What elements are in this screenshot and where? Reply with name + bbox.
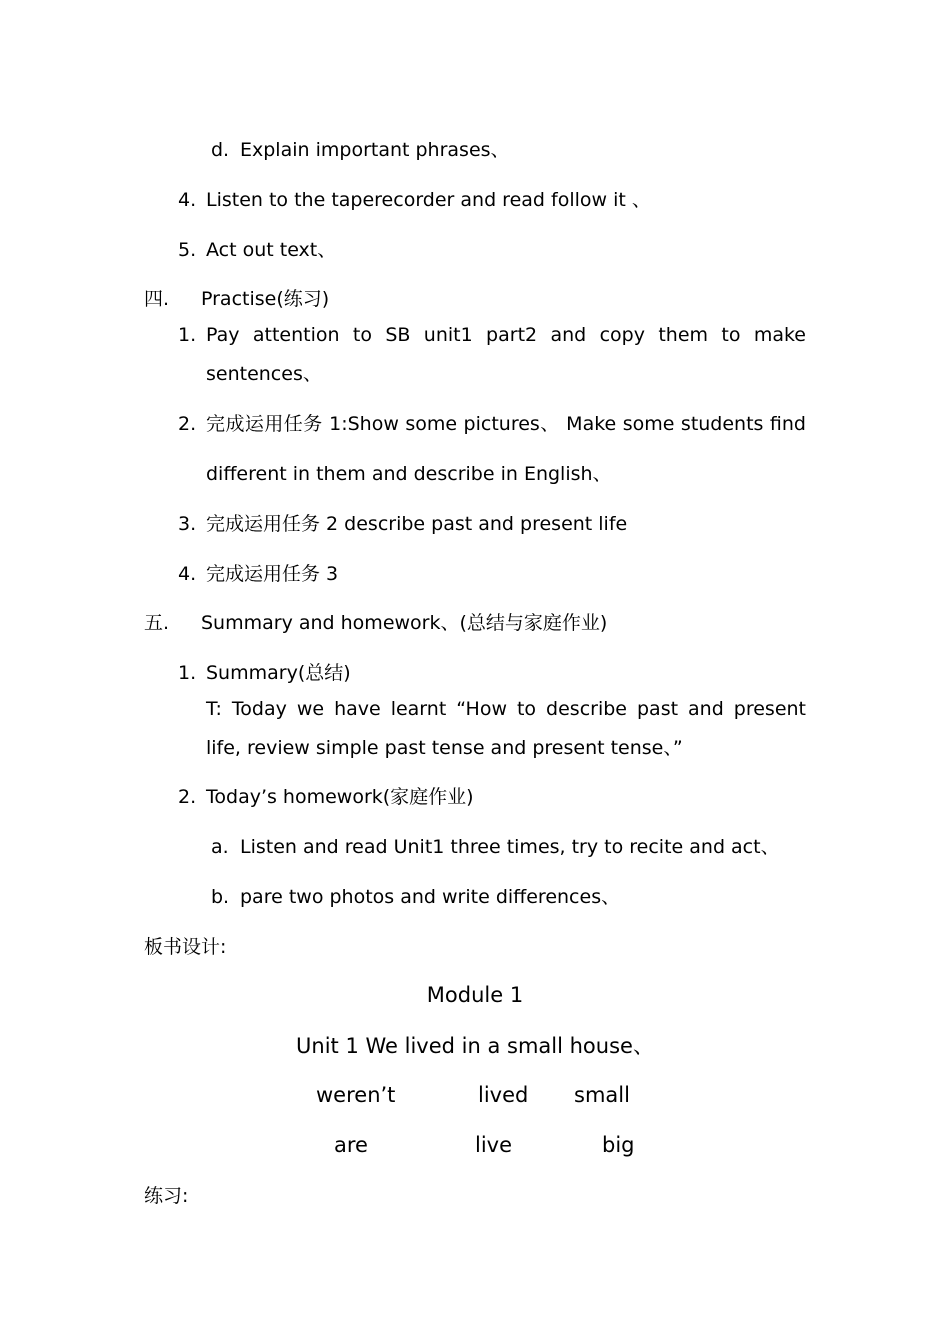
board-word: lived <box>478 1083 529 1107</box>
board-word: big <box>602 1133 635 1157</box>
item-marker: b. <box>211 886 230 908</box>
item-marker: 2. <box>178 413 197 435</box>
item-marker: 2. <box>178 786 197 808</box>
item-marker: d. <box>211 139 230 161</box>
item-text: pare two photos and write differences、 <box>240 886 621 908</box>
section-title: Summary and homework、(总结与家庭作业) <box>201 612 608 634</box>
item-text: Listen and read Unit1 three times, try to recite and act、 <box>240 836 780 858</box>
board-unit: Unit 1 We lived in a small house、 <box>296 1034 654 1058</box>
item-marker: 4. <box>178 563 197 585</box>
item-marker: 5. <box>178 239 197 261</box>
board-module: Module 1 <box>426 983 524 1007</box>
exercise-label: 练习: <box>144 1185 189 1207</box>
item-text: Summary(总结) <box>206 662 351 684</box>
board-word: weren’t <box>316 1083 396 1107</box>
item-text: 完成运用任务 2 describe past and present life <box>206 513 628 535</box>
section-marker: 四. <box>144 288 170 310</box>
summary-line: life, review simple past tense and present tense、” <box>206 737 683 759</box>
item-text: 完成运用任务 1:Show some pictures、 Make some students find <box>206 413 806 435</box>
item-text: different in them and describe in English、 <box>206 463 612 485</box>
item-text: Explain important phrases、 <box>240 139 510 161</box>
board-word: are <box>334 1133 368 1157</box>
item-marker: 1. <box>178 662 197 684</box>
section-title: Practise(练习) <box>201 288 330 310</box>
item-text: 完成运用任务 3 <box>206 563 339 585</box>
board-label: 板书设计: <box>144 936 227 958</box>
board-word: live <box>475 1133 513 1157</box>
item-text: sentences、 <box>206 363 322 385</box>
item-marker: 1. <box>178 324 197 346</box>
item-marker: a. <box>211 836 229 858</box>
item-text: Act out text、 <box>206 239 337 261</box>
item-marker: 4. <box>178 189 197 211</box>
item-text: Today’s homework(家庭作业) <box>206 786 474 808</box>
board-word: small <box>574 1083 630 1107</box>
item-text: Listen to the taperecorder and read follow it 、 <box>206 189 651 211</box>
item-marker: 3. <box>178 513 197 535</box>
summary-line: T: Today we have learnt “How to describe past and present <box>206 698 806 720</box>
section-marker: 五. <box>144 612 170 634</box>
item-text: Pay attention to SB unit1 part2 and copy them to make <box>206 324 806 346</box>
